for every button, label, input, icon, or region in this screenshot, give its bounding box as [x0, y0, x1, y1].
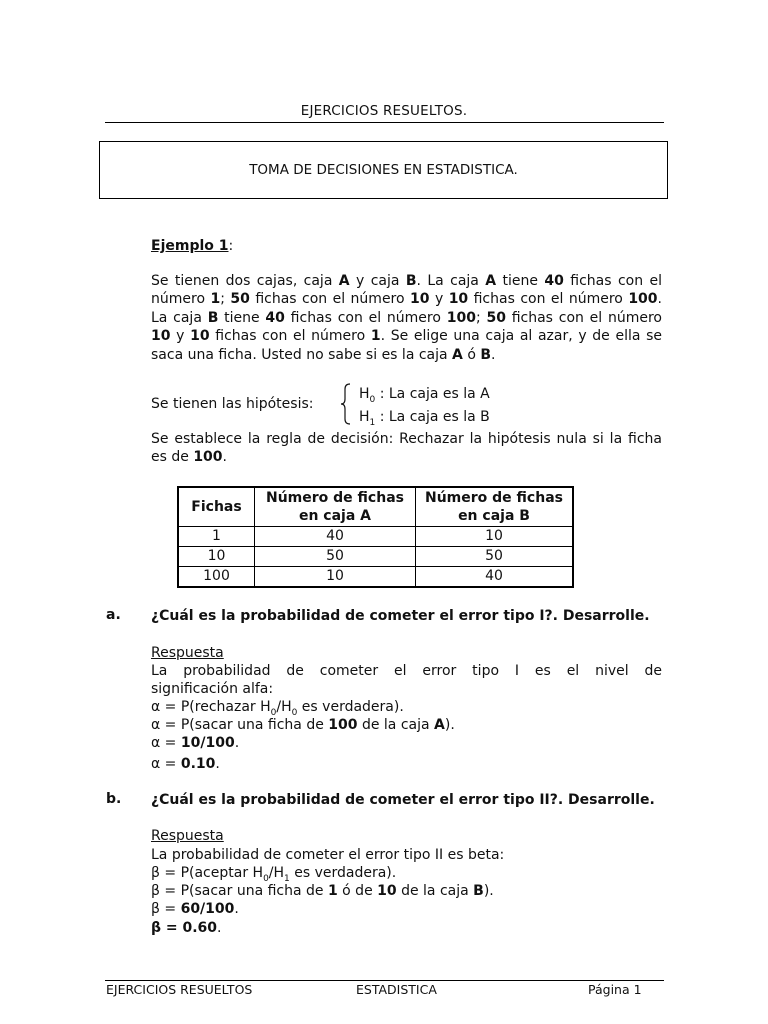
footer-center: ESTADISTICA — [356, 982, 437, 997]
header-title: EJERCICIOS RESUELTOS. — [300, 103, 468, 119]
table-row — [178, 547, 573, 567]
question-a-label: a. — [106, 607, 121, 623]
footer-rule — [105, 980, 664, 981]
table-row — [178, 567, 573, 588]
header-rule — [105, 122, 664, 123]
table-header-row — [178, 487, 573, 527]
hypothesis-h0: $H_0$ : La caja es la A — [359, 386, 490, 405]
question-b-label: b. — [106, 791, 122, 807]
answer-a-line: α = 0.10. — [151, 756, 220, 772]
problem-paragraph: Se tienen dos cajas, caja A y caja B. La caja A tiene 40 fichas con el número 1; 50 fichas con el número 10 y 10 fichas con el número 100. La caja B tiene 40 fichas con el número 100; 50 fichas con el número 10 y 10 fichas con el número 1. Se elige una caja al azar, y de ella se saca una ficha. Usted no sabe si es la caja A ó B. — [151, 273, 663, 363]
data-table — [177, 486, 574, 588]
table-cell: 40 — [416, 567, 574, 588]
table-header-cell: Número de fichas en caja A — [255, 487, 416, 527]
hypothesis-h1: $H_1$ : La caja es la B — [359, 409, 490, 428]
answer-a-line: α = P(rechazar $H_0/H_0$ es verdadera). — [151, 699, 404, 718]
decision-rule-paragraph: Se establece la regla de decisión: Rechazar la hipótesis nula si la ficha es de 100. — [151, 431, 662, 466]
footer-left: EJERCICIOS RESUELTOS — [106, 982, 253, 997]
answer-b-line: β = 60/100. — [151, 901, 239, 917]
answer-b-line: β = P(aceptar $H_0/H_1$ es verdadera). — [151, 865, 397, 884]
question-b-respuesta: Respuesta — [151, 828, 224, 844]
question-a-respuesta: Respuesta — [151, 645, 224, 661]
example-title: Ejemplo 1: — [151, 238, 234, 254]
question-b-text: ¿Cuál es la probabilidad de cometer el error tipo II?. Desarrolle. — [151, 792, 655, 808]
table-header-cell: Fichas — [178, 487, 255, 527]
answer-a-line: α = P(sacar una ficha de 100 de la caja A). — [151, 717, 455, 733]
table-cell: 1 — [178, 527, 255, 547]
table-cell: 100 — [178, 567, 255, 588]
table-cell: 10 — [255, 567, 416, 588]
answer-a-line: significación alfa: — [151, 681, 274, 697]
answer-a-line: La probabilidad de cometer el error tipo I es el nivel de — [151, 663, 662, 679]
title-box — [99, 141, 668, 199]
answer-b-line: β = 0.60. — [151, 920, 222, 936]
table-cell: 50 — [416, 547, 574, 567]
answer-b-line: β = P(sacar una ficha de 1 ó de 10 de la caja B). — [151, 883, 494, 899]
brace-icon — [339, 383, 353, 425]
box-title: TOMA DE DECISIONES EN ESTADISTICA. — [249, 162, 518, 178]
answer-b-line: La probabilidad de cometer el error tipo II es beta: — [151, 847, 505, 863]
table-cell: 10 — [416, 527, 574, 547]
table-cell: 10 — [178, 547, 255, 567]
footer-page-number: Página 1 — [588, 982, 642, 997]
table-row — [178, 527, 573, 547]
table-cell: 50 — [255, 547, 416, 567]
answer-a-line: α = 10/100. — [151, 735, 240, 751]
table-cell: 40 — [255, 527, 416, 547]
table-header-cell: Número de fichas en caja B — [416, 487, 574, 527]
hypothesis-label: Se tienen las hipótesis: — [151, 396, 314, 412]
question-a-text: ¿Cuál es la probabilidad de cometer el error tipo I?. Desarrolle. — [151, 608, 650, 624]
